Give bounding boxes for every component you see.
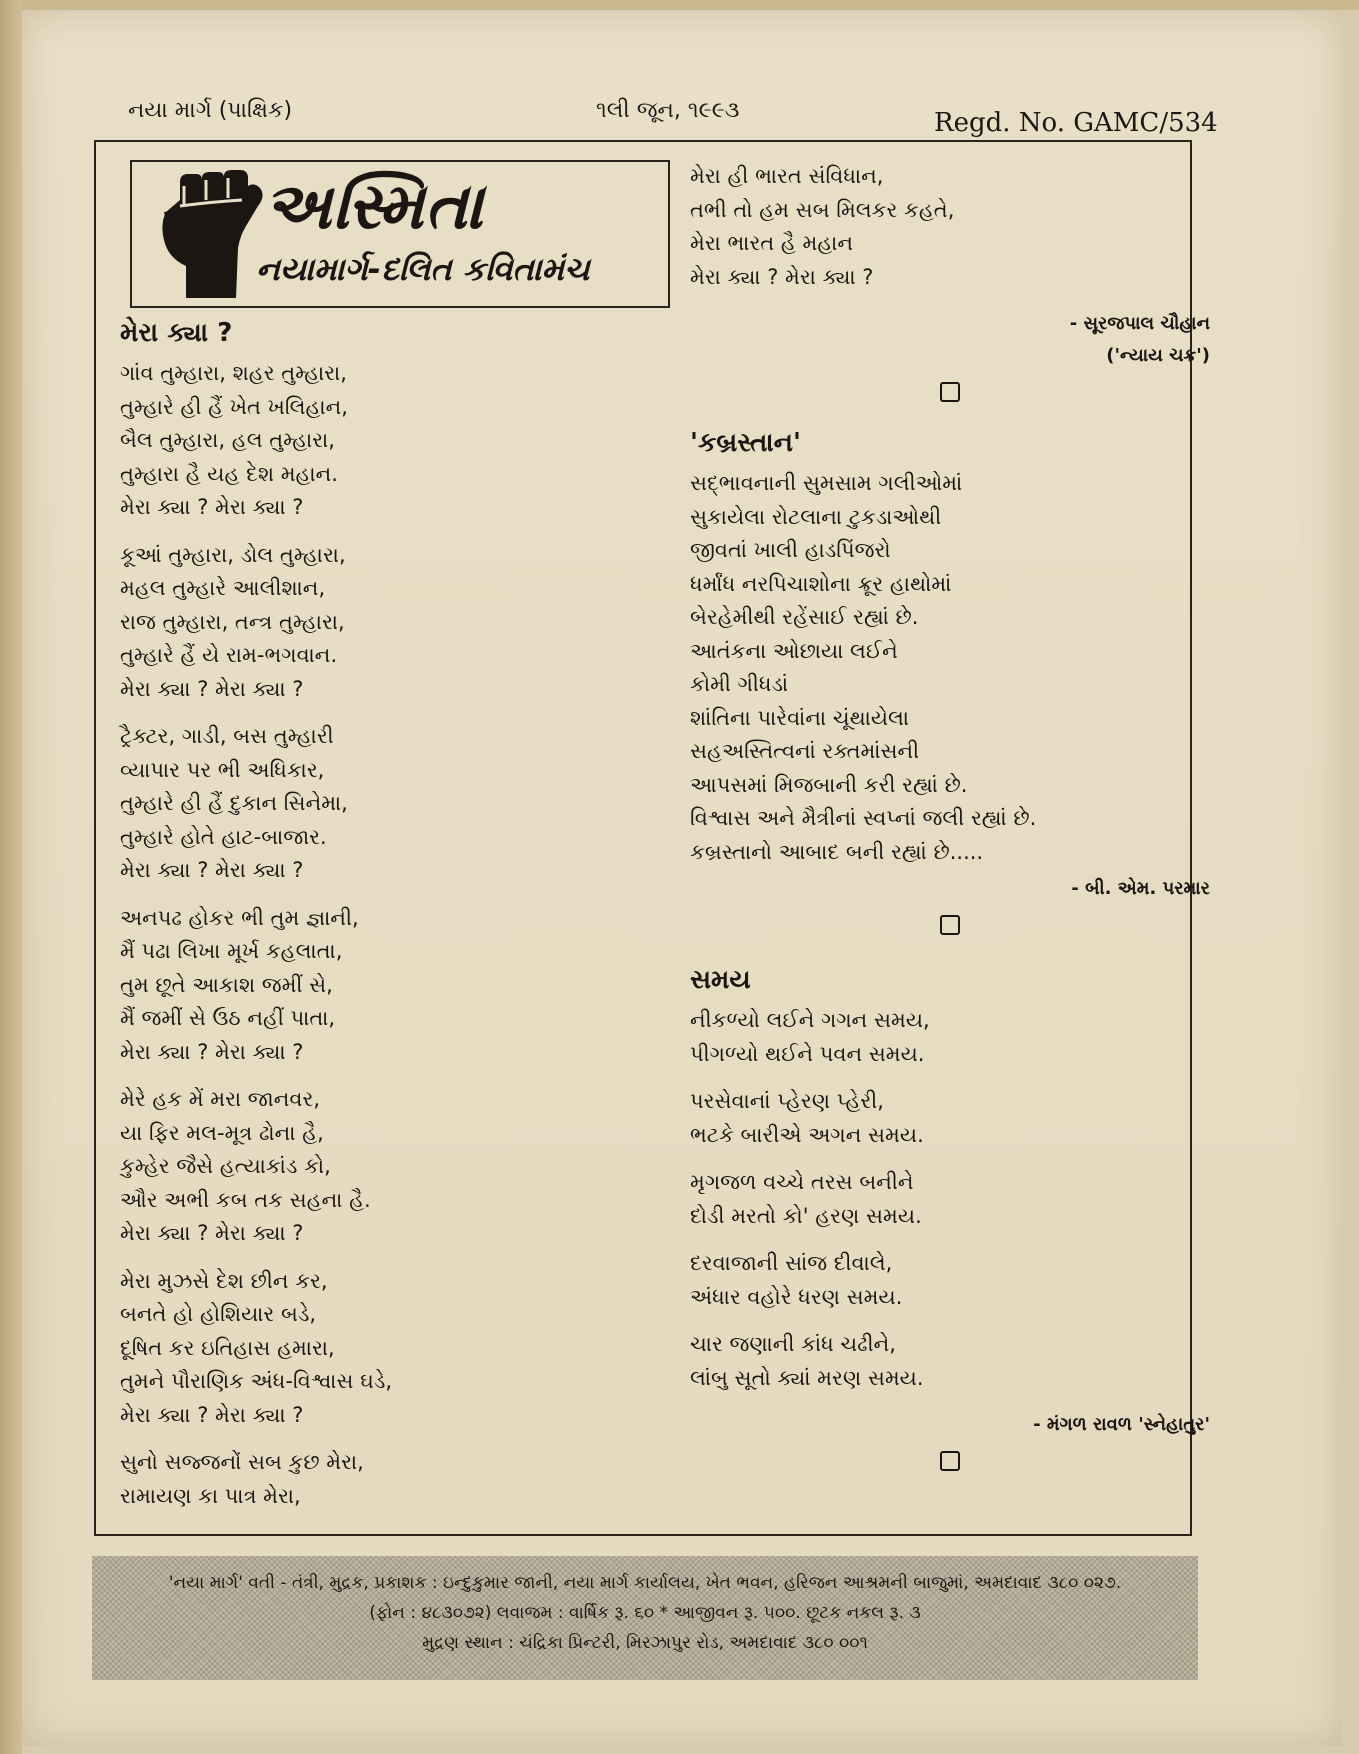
poem-author: - મંગળ રાવળ 'સ્નેહાતુર' (1033, 1414, 1210, 1435)
poem-line: મૃગજળ વચ્ચે તરસ બનીને (690, 1170, 914, 1194)
poem-line: કૂઆં તુમ્હારા, ડોલ તુમ્હારા, (120, 542, 346, 567)
masthead-publication: નયા માર્ગ (પાક્ષિક) (128, 98, 293, 123)
stanza (690, 1004, 1210, 1071)
stanza (120, 357, 600, 525)
poem-line: કબ્રસ્તાનો આબાદ બની રહ્યાં છે..... (690, 839, 984, 864)
poem-line: દોડી મરતો કો' હરણ સમય. (690, 1203, 922, 1228)
poem-line: તુમ્હારે હોતે હાટ-બાજાર. (120, 824, 327, 849)
page-edge-left (0, 0, 22, 1754)
poem-line: મહલ તુમ્હારે આલીશાન, (120, 576, 326, 600)
poem-line: સુકાયેલા રોટલાના ટુકડાઓથી (690, 504, 942, 529)
poem-line: તુમ્હારે હી હૈં ખેત ખલિહાન, (120, 394, 348, 419)
poem-line: ચાર જણાની કાંધ ચઢીને, (690, 1332, 896, 1356)
poem-line: મેરા ક્યા ? મેરા ક્યા ? (120, 676, 304, 701)
poem-line: મેરા ભારત હૈ મહાન (690, 231, 854, 255)
poem-line: બનતે હો હોશિયાર બડે, (120, 1302, 317, 1326)
stanza (690, 1085, 1210, 1152)
poem-line: મૈં પઢા લિખા મૂર્ખ કહલાતા, (120, 939, 343, 963)
stanza (120, 902, 600, 1070)
logo-box (130, 160, 670, 308)
end-mark-icon (940, 1451, 960, 1471)
poem-line: મેરે હક મેં મરા જાનવર, (120, 1087, 321, 1111)
poem-line: કુમ્હેર જૈસે હત્યાકાંડ કો, (120, 1154, 331, 1178)
stanza (690, 1247, 1210, 1314)
raised-fist-icon (150, 170, 268, 298)
poem-line: મેરા હી ભારત સંવિધાન, (690, 164, 884, 188)
poem-line: બેરહેમીથી રહેંસાઈ રહ્યાં છે. (690, 605, 919, 629)
poem-title: મેરા ક્યા ? (120, 318, 233, 348)
page-edge-top (22, 0, 1359, 10)
poem-line: મેરા ક્યા ? મેરા ક્યા ? (120, 495, 304, 519)
poem-line: આપસમાં મિજબાની કરી રહ્યાં છે. (690, 772, 968, 797)
poem-line: પરસેવાનાં પ્હેરણ પ્હેરી, (690, 1089, 884, 1113)
masthead-date: ૧લી જૂન, ૧૯૯૩ (596, 98, 740, 123)
poem-line: સુનો સજ્જનોં સબ કુછ મેરા, (120, 1450, 364, 1474)
poem-line: મેરા મુઝસે દેશ છીન કર, (120, 1268, 328, 1293)
imprint-line: 'નયા માર્ગ' વતી - તંત્રી, મુદ્રક, પ્રકાશક : ઇન્દુકુમાર જાની, નયા માર્ગ કાર્યાલય, ખેત ભવન, હરિજન આશ્રમની બાજુમાં, અમદાવાદ ૩૮૦ ૦૨૭. (168, 1573, 1122, 1593)
imprint-line: (ફોન : ૪૮૩૦૭૨) લવાજમ : વાર્ષિક રૂ. ૬૦ * આજીવન રૂ. ૫૦૦. છૂટક નકલ રૂ. ૩ (369, 1603, 921, 1623)
logo-subtitle: નયામાર્ગ-દલિત કવિતામંચ (256, 250, 590, 288)
poem-title: 'કબ્રસ્તાન' (690, 428, 802, 458)
poem-line: ઔર અભી કબ તક સહના હૈ. (120, 1187, 371, 1212)
poem-continuation (690, 160, 1210, 294)
poem-title: સમય (690, 965, 751, 995)
logo-title: અસ્મિતા (264, 170, 484, 244)
poem-body (690, 467, 1210, 869)
left-column (120, 318, 600, 1527)
imprint-footer (92, 1556, 1198, 1680)
poem-author: - બી. એમ. પરમાર (1071, 878, 1210, 899)
stanza (120, 720, 600, 888)
end-mark-icon (940, 915, 960, 935)
poem-line: ધર્માંધ નરપિચાશોના ક્રૂર હાથોમાં (690, 571, 952, 596)
poem-body (120, 357, 600, 1513)
poem-line: લાંબુ સૂતો ક્યાં મરણ સમય. (690, 1365, 924, 1390)
poem-line: દૂષિત કર ઇતિહાસ હમારા, (120, 1335, 335, 1360)
stanza (690, 1328, 1210, 1395)
poem-line: તુમ્હારા હૈ યહ દેશ મહાન. (120, 461, 338, 486)
poem-line: કોમી ગીધડાં (690, 672, 789, 696)
poem-line: તુમ્હારે હી હૈં દુકાન સિનેમા, (120, 791, 348, 815)
poem-line: બૈલ તુમ્હારા, હલ તુમ્હારા, (120, 428, 335, 452)
poem-line: દરવાજાની સાંજ દીવાલે, (690, 1251, 893, 1275)
poem-line: મેરા ક્યા ? મેરા ક્યા ? (120, 1402, 304, 1427)
stanza (120, 1446, 600, 1513)
poem-line: શાંતિના પારેવાંના ચૂંથાયેલા (690, 705, 910, 730)
poem-line: યા ફિર મલ-મૂત્ર ઢોના હૈ, (120, 1120, 324, 1145)
poem-line: રાજ તુમ્હારા, તન્ત્ર તુમ્હારા, (120, 609, 345, 634)
poem-line: પીગળ્યો થઈને પવન સમય. (690, 1041, 925, 1066)
imprint-line: મુદ્રણ સ્થાન : ચંદ્રિકા પ્રિન્ટરી, મિરઝાપુર રોડ, અમદાવાદ ૩૮૦ ૦૦૧ (422, 1633, 868, 1653)
poem-line: ગાંવ તુમ્હારા, શહર તુમ્હારા, (120, 361, 347, 385)
poem-line: આતંકના ઓછાયા લઈને (690, 638, 898, 663)
poem-line: તુમ છૂતે આકાશ જમીં સે, (120, 972, 333, 997)
poem-line: ભટકે બારીએ અગન સમય. (690, 1122, 924, 1147)
stanza (120, 539, 600, 707)
stanza (120, 1083, 600, 1251)
poem-body (690, 1004, 1210, 1395)
poem-line: તભી તો હમ સબ મિલકર કહતે, (690, 197, 955, 222)
poem-line: ટ્રૈક્ટર, ગાડી, બસ તુમ્હારી (120, 724, 334, 748)
stanza (690, 1166, 1210, 1233)
poem-line: નીકળ્યો લઈને ગગન સમય, (690, 1008, 930, 1032)
poem-line: સદ્ભાવનાની સુમસામ ગલીઓમાં (690, 471, 963, 495)
poem-line: મૈં જમીં સે ઉઠ નહીં પાતા, (120, 1006, 336, 1030)
poem-line: અંધાર વહોરે ધરણ સમય. (690, 1284, 903, 1309)
poem-source: ('ન્યાય ચક્ર') (1106, 345, 1210, 366)
end-mark-icon (940, 382, 960, 402)
poem-line: તુમ્હારે હૈં યે રામ-ભગવાન. (120, 643, 338, 667)
poem-line: સહઅસ્તિત્વનાં રક્તમાંસની (690, 739, 920, 763)
poem-line: રામાયણ કા પાત્ર મેરા, (120, 1483, 301, 1508)
poem-line: મેરા ક્યા ? મેરા ક્યા ? (120, 858, 304, 882)
poem-line: અનપઢ હોકર ભી તુમ જ્ઞાની, (120, 905, 359, 930)
poem-line: મેરા ક્યા ? મેરા ક્યા ? (120, 1039, 304, 1064)
right-column (690, 160, 1210, 1471)
poem-line: વ્યાપાર પર ભી અધિકાર, (120, 757, 325, 782)
poem-line: મેરા ક્યા ? મેરા ક્યા ? (120, 1221, 304, 1245)
poem-line: તુમને પૌરાણિક અંધ-વિશ્વાસ ઘડે, (120, 1369, 393, 1393)
stanza (120, 1265, 600, 1433)
poem-author: - સૂરજપાલ ચૌહાન (1069, 313, 1210, 334)
poem-line: મેરા ક્યા ? મેરા ક્યા ? (690, 264, 874, 289)
masthead-registration: Regd. No. GAMC/534 (934, 108, 1218, 138)
poem-line: વિશ્વાસ અને મૈત્રીનાં સ્વપ્નાં જલી રહ્યાં છે. (690, 806, 1037, 830)
poem-line: જીવતાં ખાલી હાડપિંજરો (690, 538, 891, 562)
